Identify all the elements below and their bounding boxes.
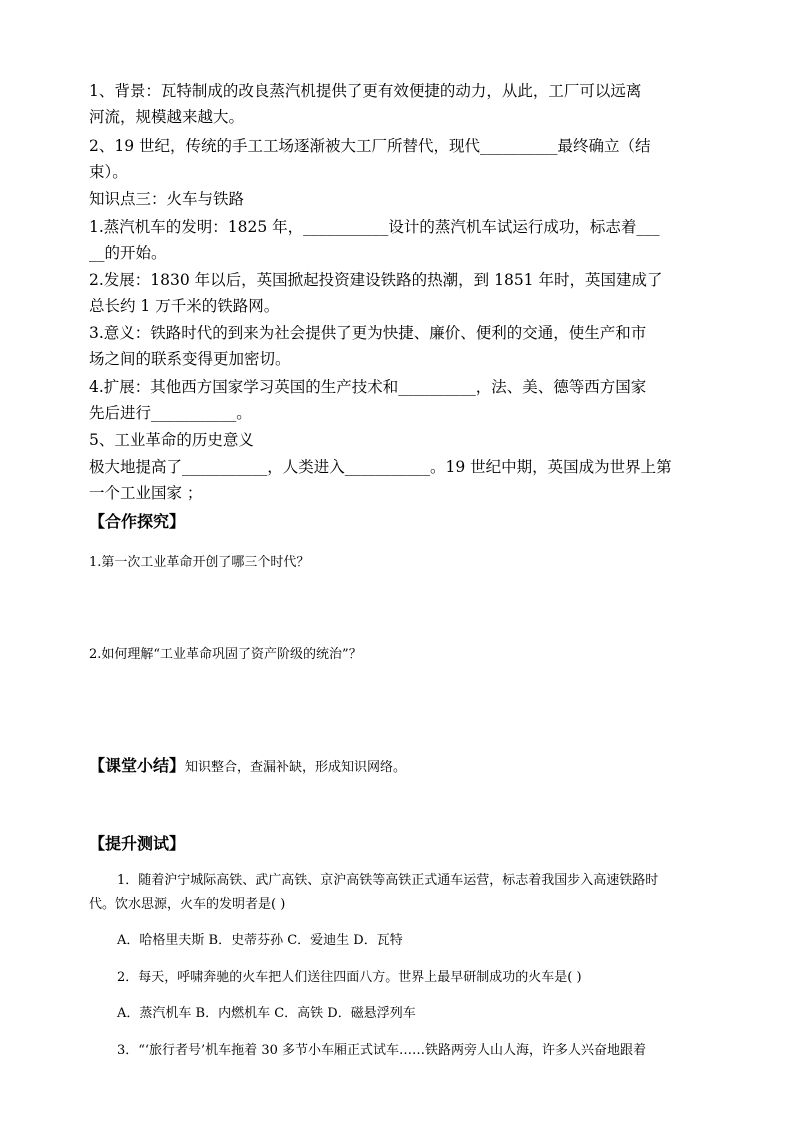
line-1: 1、背景：瓦特制成的改良蒸汽机提供了更有效便捷的动力，从此，工厂可以远离 — [89, 82, 642, 100]
line-3: 2、19 世纪，传统的手工工场逐渐被大工厂所替代，现代__________最终确立（结 — [89, 137, 651, 155]
coop-question-1: 1.第一次工业革命开创了哪三个时代？ — [89, 555, 310, 570]
line-9: 总长约 1 万千米的铁路网。 — [89, 297, 280, 315]
line-13: 先后进行___________。 — [89, 404, 252, 422]
line-8: 2.发展：1830 年以后，英国掀起投资建设铁路的热潮，到 1851 年时，英国建成了 — [89, 271, 663, 289]
line-10: 3.意义：铁路时代的到来为社会提供了更为快捷、廉价、便利的交通，使生产和市 — [89, 324, 647, 342]
coop-question-2: 2.如何理解“工业革命巩固了资产阶级的统治”？ — [89, 647, 362, 662]
section-title-3: 知识点三：火车与铁路 — [89, 190, 245, 208]
summary-line — [89, 755, 406, 779]
test-q1-options: A．哈格里夫斯 B．史蒂芬孙 C．爱迪生 D．瓦特 — [117, 933, 403, 948]
line-4: 束）。 — [89, 163, 128, 181]
test-q1-line1: 1．随着沪宁城际高铁、武广高铁、京沪高铁等高铁正式通车运营，标志着我国步入高速铁路时 — [117, 873, 659, 888]
line-2: 河流，规模越来越大。 — [89, 108, 245, 126]
line-11: 场之间的联系变得更加密切。 — [89, 350, 291, 368]
summary-text: 知识整合，查漏补缺，形成知识网络。 — [185, 760, 407, 775]
line-12: 4.扩展：其他西方国家学习英国的生产技术和__________，法、美、德等西方国家 — [89, 378, 647, 396]
coop-heading: 【合作探究】 — [89, 512, 186, 531]
test-q1-line2: 代。饮水思源，火车的发明者是( ) — [89, 897, 286, 912]
summary-heading: 【课堂小结】 — [89, 756, 186, 775]
line-15: 极大地提高了___________，人类进入___________。19 世纪中期，英国成为世界上第 — [89, 458, 672, 476]
test-heading: 【提升测试】 — [89, 834, 186, 853]
test-q2: 2．每天，呼啸奔驰的火车把人们送往四面八方。世界上最早研制成功的火车是( ) — [117, 970, 582, 985]
test-q3: 3．“‘旅行者号’机车拖着 30 多节小车厢正式试车……铁路两旁人山人海，许多人兴奋地跟着 — [117, 1043, 646, 1058]
line-14: 5、工业革命的历史意义 — [89, 431, 254, 449]
test-q2-options: A．蒸汽机车 B．内燃机车 C．高铁 D．磁悬浮列车 — [117, 1006, 416, 1021]
line-6: 1.蒸汽机车的发明：1825 年，___________设计的蒸汽机车试运行成功，标志着___ — [89, 218, 660, 236]
line-7: __的开始。 — [89, 244, 167, 262]
line-16: 一个工业国家 ； — [89, 484, 203, 502]
